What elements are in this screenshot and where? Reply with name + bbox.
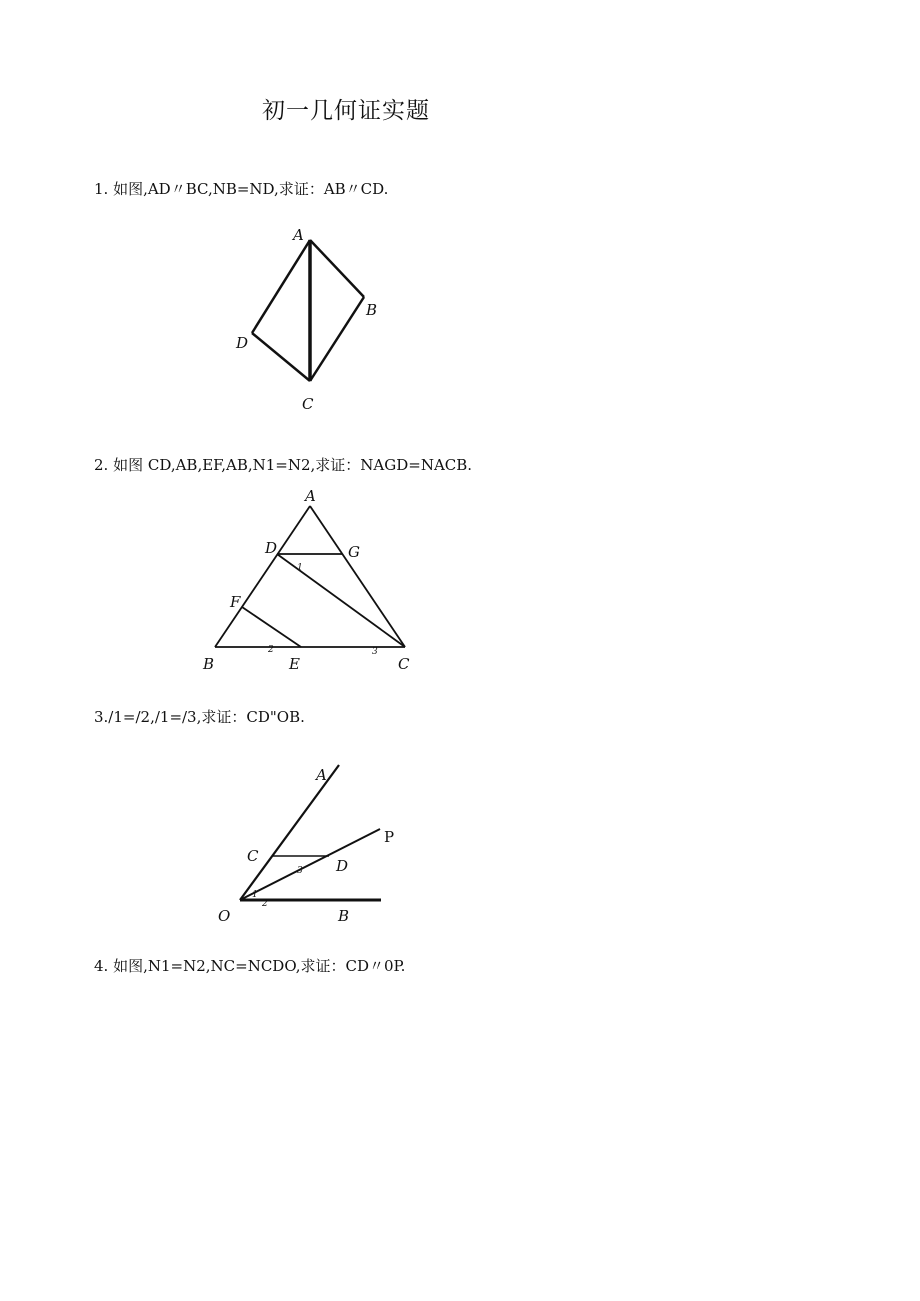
point-label-o: O xyxy=(218,907,231,925)
point-label-c: C xyxy=(398,655,410,673)
point-label-d: D xyxy=(265,539,278,557)
problem-3-statement: 3./1=/2,/1=/3,求证：CD"OB. xyxy=(94,708,305,726)
point-label-c: C xyxy=(302,395,314,413)
figure-3-lines xyxy=(240,765,381,900)
angle-label-3: 3 xyxy=(297,866,303,876)
point-label-a: A xyxy=(293,226,304,244)
point-label-b: B xyxy=(366,301,378,319)
ray-oa xyxy=(240,765,339,900)
point-label-f: F xyxy=(230,593,241,611)
point-label-a: A xyxy=(305,487,316,505)
problem-1-statement: 1. 如图,AD〃BC,NB=ND,求证：AB〃CD. xyxy=(94,180,389,198)
point-label-d: D xyxy=(336,857,349,875)
point-label-p: P xyxy=(384,828,395,846)
point-label-a: A xyxy=(316,766,327,784)
point-label-d: D xyxy=(236,334,249,352)
point-label-c: C xyxy=(247,847,259,865)
point-label-b: B xyxy=(203,655,215,673)
angle-label-2: 2 xyxy=(262,899,268,909)
point-label-e: E xyxy=(289,655,300,673)
angle-label-1: 1 xyxy=(297,563,303,573)
page-title: 初一几何证实题 xyxy=(262,98,430,124)
ray-op xyxy=(240,829,380,900)
angle-label-2: 2 xyxy=(268,645,274,655)
angle-label-3: 3 xyxy=(372,647,378,657)
point-label-b: B xyxy=(338,907,350,925)
angle-label-1: 1 xyxy=(252,890,258,900)
problem-4-statement: 4. 如图,N1=N2,NC=NCDO,求证：CD〃0P. xyxy=(94,957,406,975)
point-label-g: G xyxy=(348,543,360,561)
problem-2-statement: 2. 如图 CD,AB,EF,AB,N1=N2,求证：NAGD=NACB. xyxy=(94,456,473,474)
